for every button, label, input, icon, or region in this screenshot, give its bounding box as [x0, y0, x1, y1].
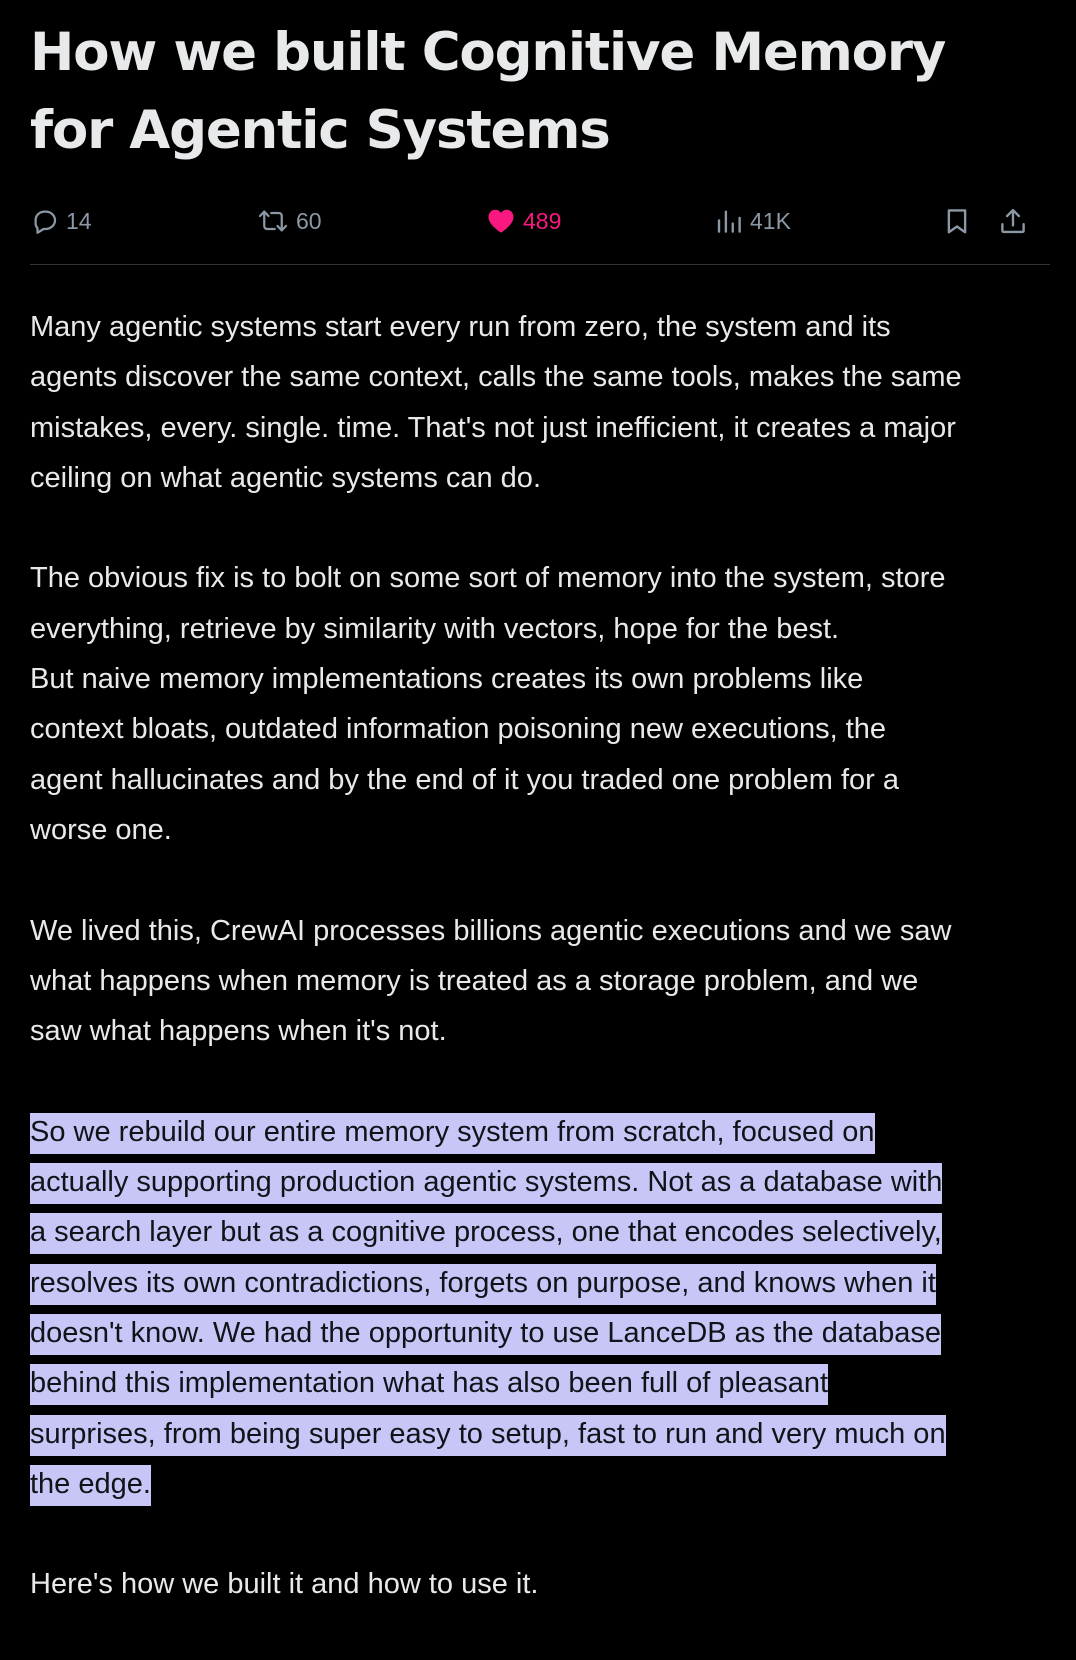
- text-selection: So we rebuild our entire memory system from scratch, focused on actually supporting production agentic systems. Not as a database with a search layer but as a cognitive process, one that encodes selectively, resolves its own contradictions, forgets on purpose, and knows when it doesn't know. We had the opportunity to use LanceDB as the database behind this implementation what has also been full of pleasant surprises, from being super easy to setup, fast to run and very much on the edge.: [30, 1113, 946, 1506]
- like-count: 489: [523, 207, 562, 234]
- share-upload-icon: [998, 206, 1028, 236]
- share-button[interactable]: [998, 196, 1028, 246]
- selected-paragraph: [30, 1107, 1060, 1509]
- like-button[interactable]: [485, 196, 561, 246]
- bookmark-button[interactable]: [942, 196, 972, 246]
- paragraph: Many agentic systems start every run from zero, the system and its agents discover the same context, calls the same tools, makes the same mistakes, every. single. time. That's not just inefficient, it creates a major ceiling on what agentic systems can do.: [30, 311, 962, 494]
- paragraph: We lived this, CrewAI processes billions agentic executions and we saw what happens when memory is treated as a storage problem, and we saw what happens when it's not.: [30, 914, 952, 1048]
- article-title: How we built Cognitive Memory for Agentic Systems: [30, 22, 946, 161]
- reply-button[interactable]: [30, 196, 92, 246]
- paragraph: The obvious fix is to bolt on some sort of memory into the system, store everything, retrieve by similarity with vectors, hope for the best. But naive memory implementations creates its own problems like context bloats, outdated information poisoning new executions, the agent hallucinates and by the end of it you traded one problem for a worse one.: [30, 562, 946, 846]
- views-count: 41K: [750, 207, 791, 234]
- repost-arrows-icon: [256, 206, 290, 236]
- bar-chart-icon: [714, 206, 744, 236]
- repost-button[interactable]: [256, 196, 322, 246]
- paragraph: Here's how we built it and how to use it.: [30, 1568, 539, 1601]
- speech-bubble-icon: [30, 206, 60, 236]
- reply-count: 14: [66, 207, 92, 234]
- heart-icon: [485, 206, 517, 236]
- repost-count: 60: [296, 207, 322, 234]
- views-button[interactable]: [714, 196, 791, 246]
- divider: [30, 264, 1050, 265]
- article-body: [30, 302, 1060, 1660]
- bookmark-icon: [942, 206, 972, 236]
